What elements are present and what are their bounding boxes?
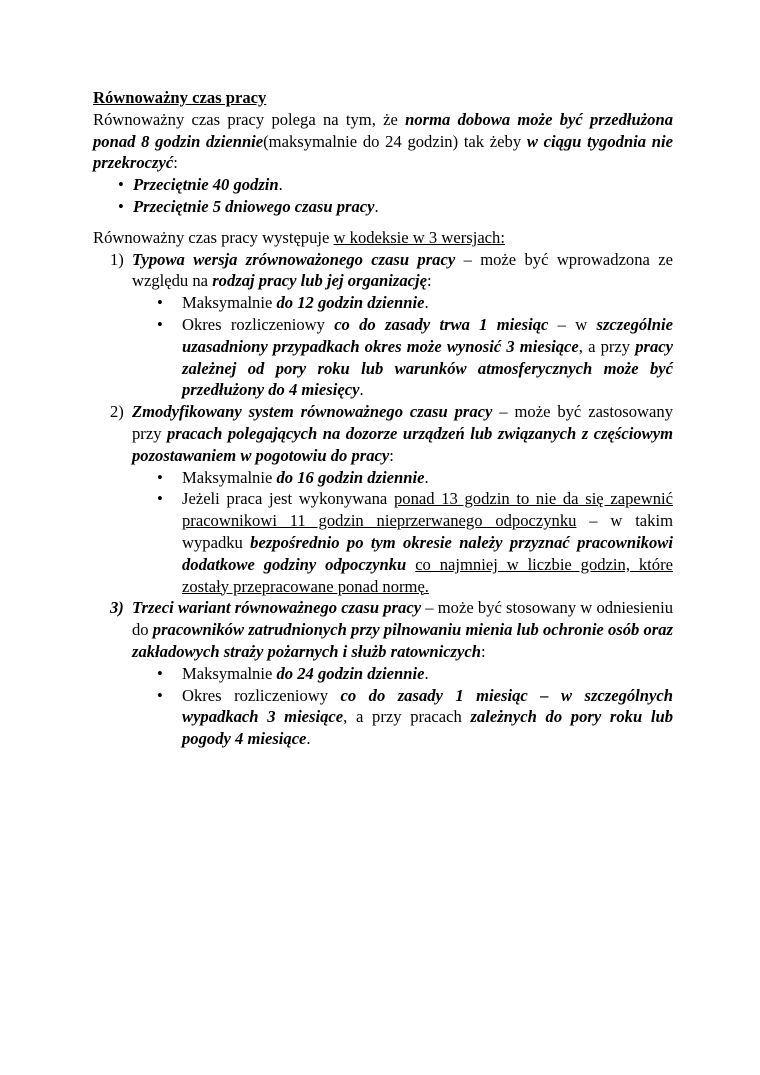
text-run: Równoważny czas pracy występuje: [93, 227, 334, 247]
text-run: zależnych do pory roku lub pogody 4 miesiące: [182, 707, 673, 749]
bullet-icon: •: [157, 293, 163, 313]
text-run: w ciągu tygodnia nie przekroczyć: [93, 131, 673, 173]
list-item: [93, 196, 673, 218]
bullet-icon: •: [118, 196, 124, 216]
text-run: Maksymalnie: [182, 293, 277, 313]
text-run: :: [480, 641, 486, 661]
list-item: [93, 685, 673, 750]
text-run: :: [389, 445, 394, 465]
list-item: [93, 292, 673, 314]
bullet-icon: •: [118, 175, 124, 195]
bullet-icon: •: [157, 685, 163, 705]
list-item: [93, 174, 673, 196]
text-run: bezpośrednio po tym okresie należy przyznać pracownikowi dodatkowe godziny odpoczynku: [182, 532, 673, 574]
text-run: w kodeksie w 3 wersjach:: [333, 227, 505, 247]
list-item-text: [182, 314, 673, 401]
text-run: – może być zastosowany przy: [132, 402, 673, 443]
text-run: Typowa wersja zrównoważonego czasu pracy: [132, 249, 456, 269]
text-run: – może być wprowadzona ze względu na: [132, 249, 673, 291]
document-content: [93, 87, 673, 750]
list-item: [93, 488, 673, 597]
list-item-text: [182, 663, 673, 685]
text-run: .: [424, 467, 429, 487]
text-run: pracy zależnej od pory roku lub warunków atmosferycznych może być przedłużony do 4 miesięcy: [182, 336, 673, 400]
list-item-text: [182, 488, 673, 597]
text-run: co najmniej w liczbie godzin, które zostały przepracowane ponad normę.: [182, 554, 673, 596]
text-run: ponad 13 godzin to nie da się zapewnić pracownikowi 11 godzin nieprzerwanego odpoczynku: [182, 489, 673, 531]
bullet-icon: •: [157, 314, 163, 334]
numbered-item-3: [93, 597, 673, 662]
text-run: Przeciętnie 40 godzin: [133, 175, 279, 195]
text-run: .: [374, 196, 379, 216]
list-item: [93, 467, 673, 489]
paragraph-spacer: [93, 218, 673, 227]
list-number: 1): [110, 249, 124, 269]
text-run: – w takim wypadku: [182, 511, 673, 552]
text-run: pracach polegających na dozorze urządzeń lub związanych z częściowym pozostawaniem w pogotowiu do pracy: [132, 423, 673, 465]
text-run: .: [306, 729, 311, 749]
list-item-text: [182, 685, 673, 750]
text-run: norma dobowa może być przedłużona ponad 8 godzin dziennie: [93, 109, 673, 151]
numbered-item-1: [93, 249, 673, 293]
text-run: Okres rozliczeniowy: [182, 685, 341, 705]
text-run: Jeżeli praca jest wykonywana: [182, 489, 394, 509]
text-run: – może być stosowany w odniesieniu do: [132, 598, 673, 640]
bullet-icon: •: [157, 663, 163, 683]
list-item-text: [182, 467, 673, 489]
list-item-text: [132, 401, 673, 466]
text-run: pracowników zatrudnionych przy pilnowaniu mienia lub ochronie osób oraz zakładowych straży pożarnych i służb ratowniczych: [132, 620, 673, 661]
text-run: .: [359, 380, 364, 400]
text-run: do 12 godzin dziennie: [276, 293, 425, 313]
text-run: , a przy: [578, 336, 636, 356]
text-run: .: [424, 663, 429, 683]
text-run: Równoważny czas pracy: [93, 88, 267, 107]
text-run: (maksymalnie do 24 godzin) tak żeby: [263, 131, 527, 151]
list-item-text: [133, 196, 673, 218]
list-number: 2): [110, 402, 124, 422]
list-item-text: [133, 174, 673, 196]
text-run: Maksymalnie: [182, 663, 277, 683]
bullet-icon: •: [157, 489, 163, 509]
text-run: do 24 godzin dziennie: [276, 663, 425, 683]
text-run: Maksymalnie: [182, 467, 277, 487]
text-run: Równoważny czas pracy polega na tym, że: [93, 109, 406, 129]
text-run: :: [426, 271, 432, 291]
text-run: co do zasady 1 miesiąc – w szczególnych wypadkach 3 miesiące: [182, 685, 673, 727]
list-item: [93, 314, 673, 401]
text-run: Zmodyfikowany system równoważnego czasu pracy: [132, 402, 493, 422]
text-run: Przeciętnie 5 dniowego czasu pracy: [133, 196, 375, 216]
versions-paragraph: [93, 227, 673, 249]
document-title: [93, 87, 673, 109]
text-run: – w: [548, 314, 597, 334]
text-run: .: [278, 175, 283, 195]
list-number: 3): [110, 598, 124, 618]
text-run: , a przy pracach: [343, 707, 471, 727]
list-item-text: [132, 597, 673, 662]
numbered-item-2: [93, 401, 673, 466]
list-item-text: [132, 249, 673, 293]
text-run: do 16 godzin dziennie: [276, 467, 425, 487]
intro-paragraph: [93, 109, 673, 174]
text-run: Trzeci wariant równoważnego czasu pracy: [132, 598, 422, 618]
bullet-icon: •: [157, 467, 163, 487]
text-run: szczególnie uzasadniony przypadkach okres może wynosić 3 miesiące: [182, 314, 673, 356]
list-item-text: [182, 292, 673, 314]
text-run: :: [173, 153, 178, 173]
list-item: [93, 663, 673, 685]
text-run: [406, 555, 415, 574]
text-run: .: [424, 293, 429, 313]
text-run: Okres rozliczeniowy: [182, 314, 335, 334]
text-run: rodzaj pracy lub jej organizację: [212, 271, 427, 291]
text-run: co do zasady trwa 1 miesiąc: [334, 314, 549, 334]
